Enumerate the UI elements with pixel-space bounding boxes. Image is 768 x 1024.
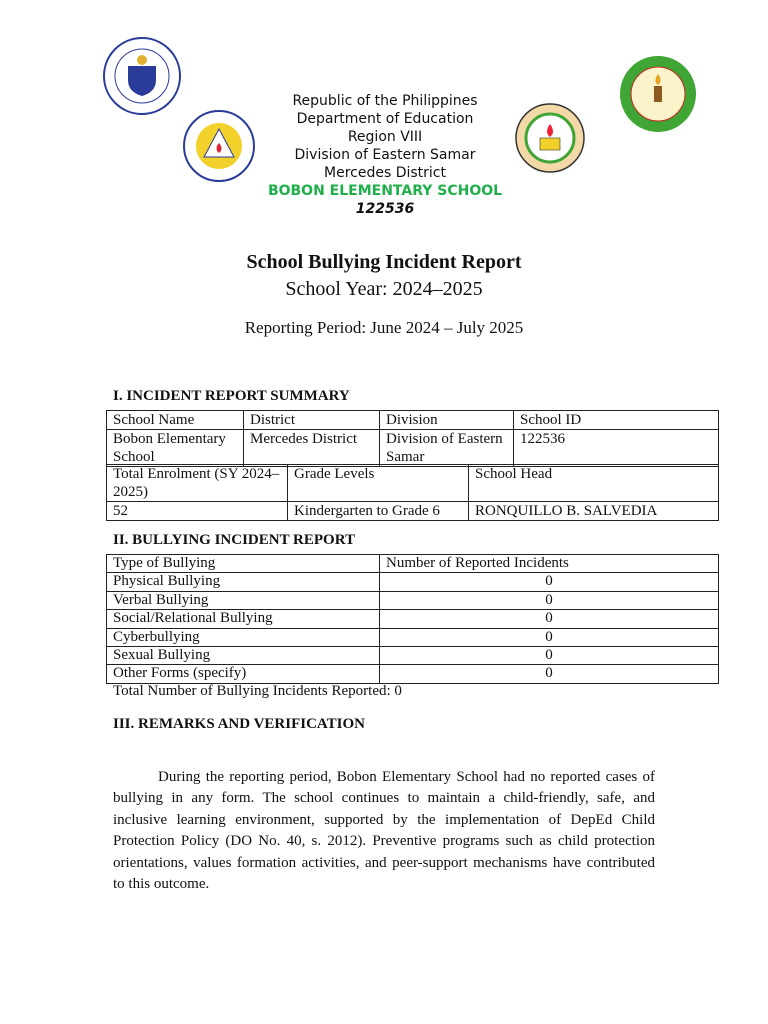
value-school-head: RONQUILLO B. SALVEDIA — [469, 502, 719, 521]
header-division: Division — [380, 411, 514, 430]
table-row — [107, 465, 719, 502]
bullying-incident-table — [106, 554, 719, 684]
section-3-heading: III. REMARKS AND VERIFICATION — [113, 716, 365, 732]
incident-count: 0 — [380, 610, 719, 628]
header-grade-levels: Grade Levels — [288, 465, 469, 502]
bullying-type: Verbal Bullying — [107, 591, 380, 609]
letterhead — [235, 92, 535, 218]
section-1-heading: I. INCIDENT REPORT SUMMARY — [113, 388, 350, 404]
total-incidents: Total Number of Bullying Incidents Reported: 0 — [113, 683, 402, 699]
table-row — [107, 646, 719, 664]
table-row — [107, 573, 719, 591]
letterhead-department: Department of Education — [296, 111, 474, 127]
header-number-of-incidents: Number of Reported Incidents — [380, 555, 719, 573]
header-school-name: School Name — [107, 411, 244, 430]
report-title: School Bullying Incident Report — [246, 251, 522, 273]
value-grade-levels: Kindergarten to Grade 6 — [288, 502, 469, 521]
value-division: Division of Eastern Samar — [380, 430, 514, 467]
incident-count: 0 — [380, 628, 719, 646]
letterhead-school-name: BOBON ELEMENTARY SCHOOL — [267, 183, 503, 199]
bullying-type: Other Forms (specify) — [107, 665, 380, 683]
incident-count: 0 — [380, 665, 719, 683]
table-row — [107, 628, 719, 646]
deped-seal-logo — [102, 36, 182, 116]
value-school-id: 122536 — [514, 430, 719, 467]
value-school-name: Bobon Elementary School — [107, 430, 244, 467]
letterhead-district: Mercedes District — [324, 165, 446, 181]
header-type-of-bullying: Type of Bullying — [107, 555, 380, 573]
letterhead-division: Division of Eastern Samar — [294, 147, 476, 163]
incident-summary-table-bottom — [106, 464, 719, 521]
table-row — [107, 665, 719, 683]
letterhead-school-id: 122536 — [355, 201, 415, 217]
letterhead-republic: Republic of the Philippines — [292, 93, 478, 109]
mercedes-district-seal-logo — [618, 54, 698, 134]
incident-count: 0 — [380, 573, 719, 591]
table-row — [107, 502, 719, 521]
table-header-row — [107, 555, 719, 573]
incident-summary-table-top — [106, 410, 719, 467]
bullying-type: Physical Bullying — [107, 573, 380, 591]
incident-count: 0 — [380, 591, 719, 609]
remarks-paragraph: During the reporting period, Bobon Elementary School had no reported cases of bullying in any form. The school continues to maintain a child-friendly, safe, and inclusive learning environment, supported by the implementation of DepEd Child Protection Policy (DO No. 40, s. 2012). Preventive programs such as child protection orientations, values formation activities, and peer-support mechanisms have contributed to this outcome. — [113, 769, 655, 893]
letterhead-region: Region VIII — [347, 129, 423, 145]
header-school-id: School ID — [514, 411, 719, 430]
table-row — [107, 411, 719, 430]
reporting-period: Reporting Period: June 2024 – July 2025 — [244, 318, 524, 337]
value-district: Mercedes District — [244, 430, 380, 467]
section-2-heading: II. BULLYING INCIDENT REPORT — [113, 532, 356, 548]
bullying-type: Cyberbullying — [107, 628, 380, 646]
incident-count: 0 — [380, 646, 719, 664]
table-row — [107, 591, 719, 609]
header-district: District — [244, 411, 380, 430]
bullying-type: Social/Relational Bullying — [107, 610, 380, 628]
school-year: School Year: 2024–2025 — [285, 278, 483, 300]
table-row — [107, 430, 719, 467]
bullying-type: Sexual Bullying — [107, 646, 380, 664]
header-school-head: School Head — [469, 465, 719, 502]
header-total-enrolment: Total Enrolment (SY 2024–2025) — [107, 465, 288, 502]
value-total-enrolment: 52 — [107, 502, 288, 521]
table-row — [107, 610, 719, 628]
